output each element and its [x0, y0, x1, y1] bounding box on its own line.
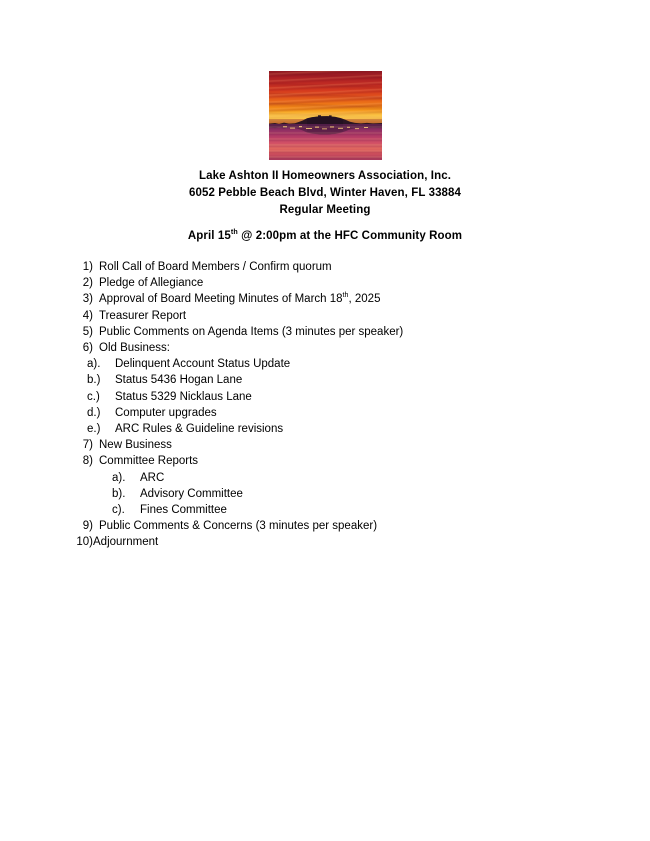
agenda-item-marker: b.) — [87, 374, 101, 387]
agenda-item — [68, 470, 588, 486]
agenda-item-marker: e.) — [87, 423, 101, 436]
agenda-item-text: Advisory Committee — [140, 487, 243, 500]
agenda-item-text: Treasurer Report — [99, 309, 187, 322]
agenda-item-marker: 7) — [82, 439, 93, 452]
agenda-item — [68, 308, 588, 324]
agenda-item-marker: d.) — [87, 406, 101, 419]
agenda-item-text: Adjournment — [93, 536, 159, 549]
meeting-time-location: @ 2:00pm at the HFC Community Room — [237, 230, 463, 242]
meeting-datetime — [0, 228, 650, 245]
agenda-item-marker: 9) — [82, 520, 93, 533]
agenda-item — [68, 534, 588, 550]
agenda-item — [68, 291, 588, 307]
masthead-photo-container — [269, 71, 382, 160]
agenda-item — [68, 421, 588, 437]
agenda-item — [68, 324, 588, 340]
agenda-item-text: Fines Committee — [140, 504, 227, 517]
agenda-item — [68, 486, 588, 502]
water-light-glints — [269, 125, 382, 133]
agenda-item-text: Roll Call of Board Members / Confirm quorum — [99, 261, 332, 273]
agenda-item-marker: 8) — [82, 455, 93, 468]
agenda-item — [68, 437, 588, 453]
agenda-item — [68, 405, 588, 421]
agenda-item-text-after: , 2025 — [348, 293, 381, 306]
agenda-item-marker: 6) — [82, 342, 93, 355]
agenda-item — [68, 275, 588, 291]
agenda-item-text — [93, 291, 380, 307]
agenda-item — [68, 518, 588, 534]
agenda-item-marker: c). — [112, 504, 125, 517]
agenda-list — [68, 259, 588, 551]
agenda-item-text: Status 5436 Hogan Lane — [115, 374, 243, 387]
agenda-item-marker: 2) — [82, 277, 93, 290]
agenda-item — [68, 372, 588, 388]
organization-name: Lake Ashton II Homeowners Association, Inc. — [198, 170, 452, 182]
agenda-item-text-before: Approval of Board Meeting Minutes of March 18 — [99, 293, 343, 306]
agenda-item-marker: 3) — [82, 293, 93, 306]
agenda-item — [68, 453, 588, 469]
agenda-item-text: Computer upgrades — [115, 406, 217, 419]
agenda-item — [68, 259, 588, 275]
agenda-item-marker: 10) — [76, 536, 93, 549]
agenda-item-marker: a). — [112, 471, 126, 484]
date-ordinal-suffix: th — [342, 291, 349, 300]
agenda-item-marker: 1) — [82, 261, 93, 273]
meeting-type: Regular Meeting — [279, 204, 371, 216]
agenda-item-text: Status 5329 Nicklaus Lane — [115, 390, 252, 403]
agenda-item-marker: b). — [112, 487, 126, 500]
agenda-item-text: ARC Rules & Guideline revisions — [115, 423, 284, 436]
date-ordinal-suffix: th — [230, 228, 238, 237]
agenda-item-text: Pledge of Allegiance — [99, 277, 204, 290]
meeting-date: April 15 — [187, 230, 231, 242]
agenda-item — [68, 340, 588, 356]
agenda-item — [68, 356, 588, 372]
document-heading — [0, 168, 650, 245]
agenda-item — [68, 502, 588, 518]
agenda-item-text: Old Business: — [99, 342, 170, 355]
lake-ashton-clubhouse-sunset-photo — [269, 71, 382, 160]
agenda-item-text: Committee Reports — [99, 455, 199, 468]
agenda-item-marker: 4) — [82, 309, 93, 322]
agenda-item-marker: c.) — [87, 390, 100, 403]
agenda-item — [68, 389, 588, 405]
agenda-item-marker: a). — [87, 358, 101, 371]
agenda-item-text: New Business — [99, 439, 172, 452]
organization-address: 6052 Pebble Beach Blvd, Winter Haven, FL 33884 — [188, 187, 462, 199]
agenda-item-text: Delinquent Account Status Update — [115, 358, 291, 371]
agenda-item-marker: 5) — [82, 325, 93, 338]
agenda-item-text: Public Comments & Concerns (3 minutes per speaker) — [99, 520, 378, 533]
agenda-item-text: ARC — [140, 471, 165, 484]
agenda-item-text: Public Comments on Agenda Items (3 minutes per speaker) — [99, 325, 404, 338]
